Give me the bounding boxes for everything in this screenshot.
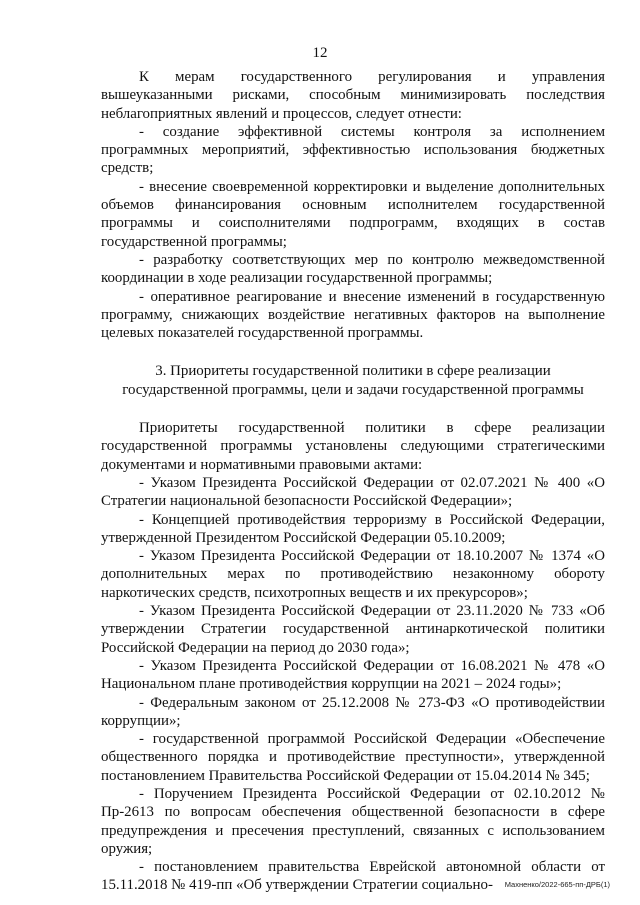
document-body: [101, 68, 605, 895]
legal-act-item: - Концепцией противодействия терроризму в Российской Федерации, утвержденной Президентом Российской Федерации 05.10.2009;: [101, 511, 605, 546]
legal-act-item: - Поручением Президента Российской Федерации от 02.10.2012 № Пр-2613 по вопросам обеспечения общественной безопасности в сфере предупреждения и пресечения преступлений, связанных с использованием оружия;: [101, 785, 605, 857]
risk-measure-item: - разработку соответствующих мер по контролю межведомственной координации в ходе реализации государственной программы;: [101, 251, 605, 287]
footer-reference: Махненко/2022-665-пп-ДРБ(1): [504, 880, 610, 889]
legal-act-item: - постановлением правительства Еврейской автономной области от 15.11.2018 № 419-пп «Об утверждении Стратегии социально-: [101, 859, 605, 894]
section-heading: [101, 362, 605, 399]
section-heading-line: 3. Приоритеты государственной политики в сфере реализации: [155, 363, 551, 380]
section-heading-line: государственной программы, цели и задачи государственной программы: [122, 381, 584, 398]
section-intro: Приоритеты государственной политики в сфере реализации государственной программы установлены следующими стратегическими документами и нормативными правовыми актами:: [101, 420, 605, 473]
risk-measures-intro: К мерам государственного регулирования и управления вышеуказанными рисками, способным минимизировать последствия неблагоприятных явлений и процессов, следует отнести:: [101, 69, 605, 122]
page-number: 12: [312, 45, 328, 61]
legal-act-item: - Указом Президента Российской Федерации от 16.08.2021 № 478 «О Национальном плане противодействия коррупции на 2021 – 2024 годы»;: [101, 657, 605, 693]
legal-act-item: - государственной программой Российской Федерации «Обеспечение общественного порядка и противодействие преступности», утвержденной постановлением Правительства Российской Федерации от 15.04.2014 № 345;: [101, 731, 605, 784]
risk-measure-item: - создание эффективной системы контроля за исполнением программных мероприятий, эффективностью использования бюджетных средств;: [101, 123, 605, 177]
legal-act-item: - Федеральным законом от 25.12.2008 № 273-ФЗ «О противодействии коррупции»;: [101, 694, 605, 729]
legal-act-item: - Указом Президента Российской Федерации от 23.11.2020 № 733 «Об утверждении Стратегии государственной антинаркотической политики Российской Федерации на период до 2030 года»;: [101, 603, 605, 656]
legal-act-item: - Указом Президента Российской Федерации от 02.07.2021 № 400 «О Стратегии национальной безопасности Российской Федерации»;: [101, 474, 605, 510]
risk-measure-item: - оперативное реагирование и внесение изменений в государственную программу, снижающих воздействие негативных факторов на выполнение целевых показателей государственной программы.: [101, 288, 605, 342]
risk-measure-item: - внесение своевременной корректировки и выделение дополнительных объемов финансирования основным исполнителем государственной программы и соисполнителями подпрограмм, входящих в состав государственной программы;: [101, 178, 605, 250]
legal-act-item: - Указом Президента Российской Федерации от 18.10.2007 № 1374 «О дополнительных мерах по противодействию незаконному обороту наркотических средств, психотропных веществ и их прекурсоров»;: [101, 548, 605, 601]
